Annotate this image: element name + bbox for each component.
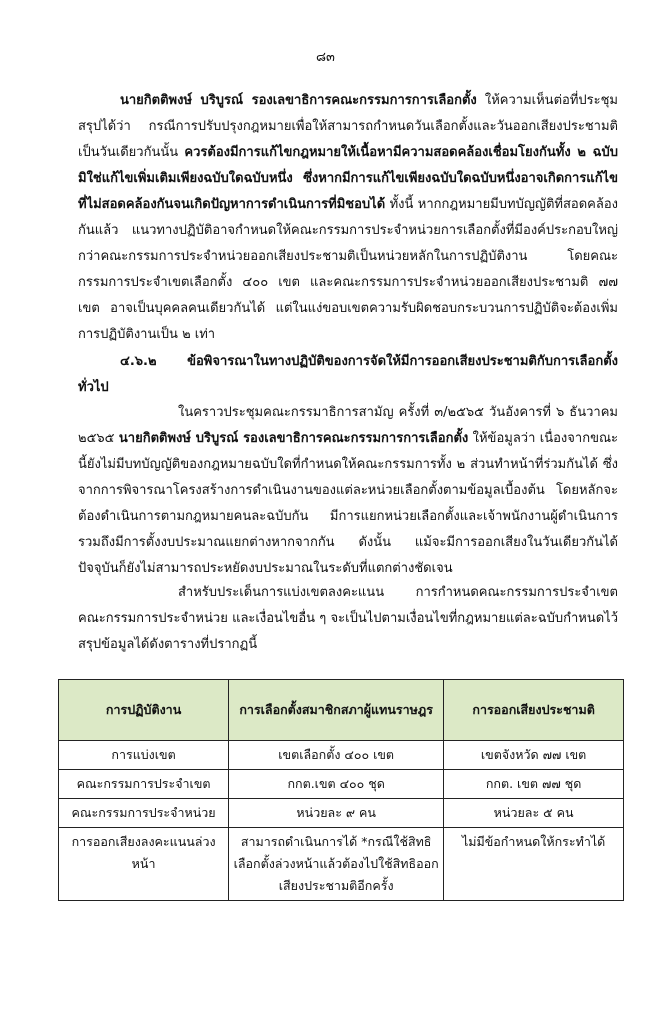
table-row bbox=[59, 741, 624, 770]
paragraph-1 bbox=[78, 88, 618, 348]
comparison-table bbox=[58, 679, 624, 901]
table-header-cell: การออกเสียงประชามติ bbox=[444, 680, 624, 741]
paragraph-1-text-a: ให้ความเห็นต่อที่ประชุมสรุปได้ว่า กรณีการปรับปรุงกฎหมายเพื่อให้สามารถกำหนดวันเลือกตั้งและวันออกเสียงประชามติเป็นวันเดียวกันนั้น bbox=[78, 93, 618, 160]
table-cell: เขตจังหวัด ๗๗ เขต bbox=[444, 741, 624, 770]
table-cell: การแบ่งเขต bbox=[59, 741, 229, 770]
table-cell: เขตเลือกตั้ง ๔๐๐ เขต bbox=[229, 741, 444, 770]
table-cell: คณะกรรมการประจำหน่วย bbox=[59, 799, 229, 828]
section-heading: ๔.๖.๒ ข้อพิจารณาในทางปฏิบัติของการจัดให้มีการออกเสียงประชามติกับการเลือกตั้งทั่วไป bbox=[78, 354, 618, 395]
table-cell: คณะกรรมการประจำเขต bbox=[59, 770, 229, 799]
table-row bbox=[59, 799, 624, 828]
table-cell: กกต.เขต ๔๐๐ ชุด bbox=[229, 770, 444, 799]
table-header-cell: การปฏิบัติงาน bbox=[59, 680, 229, 741]
table-cell: สามารถดำเนินการได้ *กรณีใช้สิทธิเลือกตั้งล่วงหน้าแล้วต้องไปใช้สิทธิออกเสียงประชามติอีกครั้ง bbox=[229, 828, 444, 901]
table-header-row bbox=[59, 680, 624, 741]
table-cell: ไม่มีข้อกำหนดให้กระทำได้ bbox=[444, 828, 624, 901]
page-number: ๘๓ bbox=[316, 50, 335, 65]
speaker-name: นายกิตติพงษ์ บริบูรณ์ รองเลขาธิการคณะกรรมการการเลือกตั้ง bbox=[120, 93, 477, 108]
table-cell: กกต. เขต ๗๗ ชุด bbox=[444, 770, 624, 799]
paragraph-2-text-b: ให้ข้อมูลว่า เนื่องจากขณะนี้ยังไม่มีบทบัญญัติของกฎหมายฉบับใดที่กำหนดให้คณะกรรมการทั้ง ๒ ส่วนทำหน้าที่ร่วมกันได้ ซึ่งจากการพิจารณาโครงสร้างการดำเนินงานของแต่ละหน่วยเลือกตั้งตามข้อมูลเบื้องต้น โดยหลักจะต้องดำเนินการตามกฎหมายคนละฉบับกัน มีการแยกหน่วยเลือกตั้งและเจ้าพนักงานผู้ดำเนินการรวมถึงมีการตั้งงบประมาณแยกต่างหากจากกัน ดังนั้น แม้จะมีการออกเสียงในวันเดียวกันได้ปัจจุบันก็ยังไม่สามารถประหยัดงบประมาณในระดับที่แตกต่างชัดเจน bbox=[78, 431, 618, 576]
paragraph-2 bbox=[78, 400, 618, 582]
paragraph-2-text-a: ในคราวประชุมคณะกรรมาธิการสามัญ ครั้งที่ ๓/๒๕๖๕ วันอังคารที่ ๖ ธันวาคม ๒๕๖๕ bbox=[78, 405, 618, 446]
table-cell: หน่วยละ ๙ คน bbox=[229, 799, 444, 828]
paragraph-1-text-b: ทั้งนี้ หากกฎหมายมีบทบัญญัติที่สอดคล้องกันแล้ว แนวทางปฏิบัติอาจกำหนดให้คณะกรรมการประจำหน่วยการเลือกตั้งที่มีองค์ประกอบใหญ่กว่าคณะกรรมการประจำหน่วยออกเสียงประชามติเป็นหน่วยหลักในการปฏิบัติงาน โดยคณะกรรมการประจำเขตเลือกตั้ง ๔๐๐ เขต และคณะกรรมการประจำหน่วยออกเสียงประชามติ ๗๗ เขต อาจเป็นบุคคลคนเดียวกันได้ แต่ในแง่ขอบเขตความรับผิดชอบกระบวนการปฏิบัติจะต้องเพิ่มการปฏิบัติงานเป็น ๒ เท่า bbox=[78, 197, 618, 342]
table-cell: การออกเสียงลงคะแนนล่วงหน้า bbox=[59, 828, 229, 901]
table-row bbox=[59, 770, 624, 799]
paragraph-1-bold-conclusion: ควรต้องมีการแก้ไขกฎหมายให้เนื้อหามีความสอดคล้องเชื่อมโยงกันทั้ง ๒ ฉบับ มิใช่แก้ไขเพิ่มเติมเพียงฉบับใดฉบับหนึ่ง ซึ่งหากมีการแก้ไขเพียงฉบับใดฉบับหนึ่งอาจเกิดการแก้ไขที่ไม่สอดคล้องกันจนเกิดปัญหาการดำเนินการที่มิชอบได้ bbox=[78, 145, 618, 212]
table-row bbox=[59, 828, 624, 901]
table-cell: หน่วยละ ๕ คน bbox=[444, 799, 624, 828]
paragraph-2-speaker: นายกิตติพงษ์ บริบูรณ์ รองเลขาธิการคณะกรรมการการเลือกตั้ง bbox=[118, 431, 469, 446]
paragraph-3: สำหรับประเด็นการแบ่งเขตลงคะแนน การกำหนดคณะกรรมการประจำเขต คณะกรรมการประจำหน่วย และเงื่อนไขอื่น ๆ จะเป็นไปตามเงื่อนไขที่กฎหมายแต่ละฉบับกำหนดไว้ สรุปข้อมูลได้ดังตารางที่ปรากฏนี้ bbox=[78, 585, 618, 652]
table-header-cell: การเลือกตั้งสมาชิกสภาผู้แทนราษฎร bbox=[229, 680, 444, 741]
